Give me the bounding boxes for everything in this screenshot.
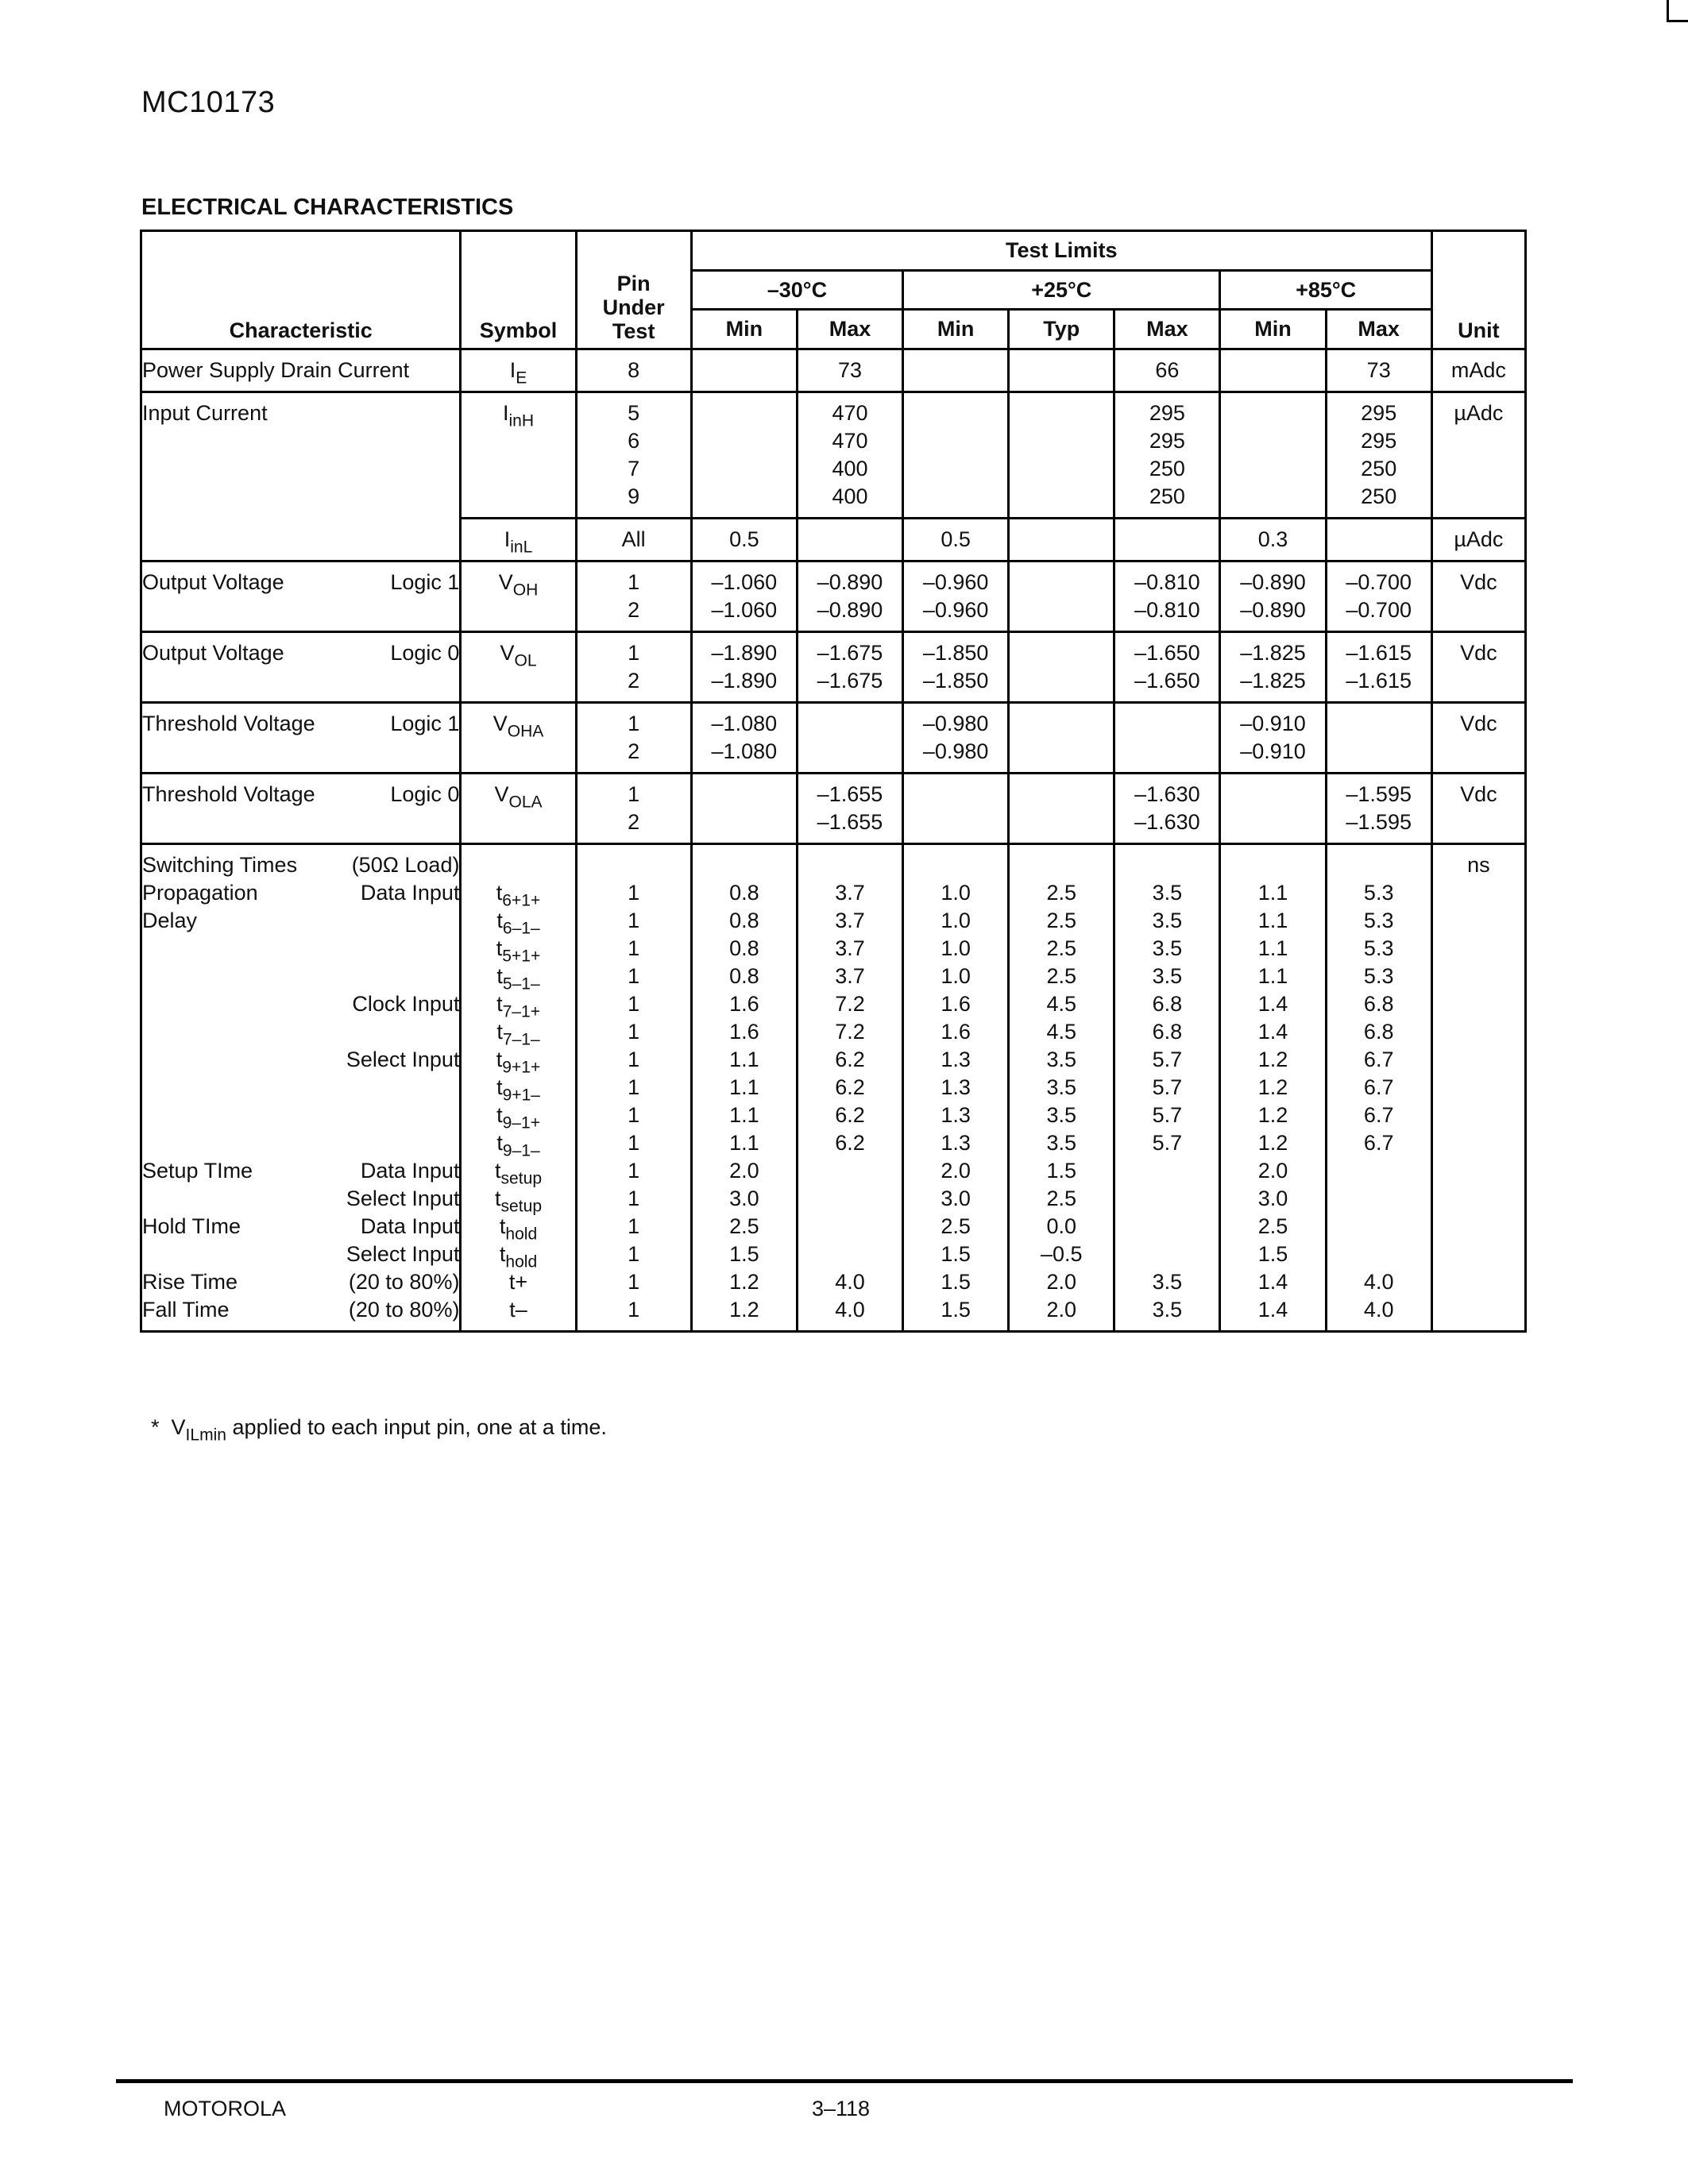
pin-cell: 1 2	[576, 703, 691, 774]
page-corner-mark	[1667, 0, 1688, 22]
header-temp-minus-30: –30°C	[691, 271, 902, 310]
symbol-cell: $I_{inH}$	[461, 392, 576, 519]
unit-cell: Vdc	[1431, 632, 1525, 703]
table-row	[141, 561, 1526, 632]
value-cell: –1.630 –1.630	[1114, 774, 1220, 844]
characteristic-cell: Switching Times (50Ω Load) Propagation Data Input Delay Clock Input Select Input Setup TIme Data Input Select Input Hold TIme Data Input Select Input Rise Time (20 to 80%) Fall Time (20 to 80%)	[141, 844, 461, 1332]
header-unit: Unit	[1431, 231, 1525, 349]
symbol-cell: $I_E$	[461, 349, 576, 392]
header-characteristic: Characteristic	[141, 231, 461, 349]
symbol-cell: $V_{OH}$	[461, 561, 576, 632]
pin-cell: 8	[576, 349, 691, 392]
table-row	[141, 349, 1526, 392]
header-test-limits: Test Limits	[691, 231, 1431, 271]
value-cell: –1.595 –1.595	[1326, 774, 1431, 844]
unit-cell: ns	[1431, 844, 1525, 1332]
characteristic-cell: Threshold Voltage Logic 1	[141, 703, 461, 774]
value-cell: –0.980 –0.980	[903, 703, 1009, 774]
table-row	[141, 392, 1526, 519]
value-cell: 1.1 1.1 1.1 1.1 1.4 1.4 1.2 1.2 1.2 1.2 2.0 3.0 2.5 1.5 1.4 1.4	[1220, 844, 1326, 1332]
characteristic-cell: Power Supply Drain Current	[141, 349, 461, 392]
value-cell: –0.910 –0.910	[1220, 703, 1326, 774]
value-cell: –1.060 –1.060	[691, 561, 797, 632]
value-cell: –1.080 –1.080	[691, 703, 797, 774]
header-max: Max	[797, 310, 902, 349]
value-cell: –0.890 –0.890	[797, 561, 902, 632]
value-cell: 73	[1326, 349, 1431, 392]
value-cell: 295 295 250 250	[1326, 392, 1431, 519]
value-cell: –0.810 –0.810	[1114, 561, 1220, 632]
page-number: 3–118	[812, 2097, 871, 2120]
symbol-cell: $t_{6+1+}$ $t_{6-1-}$ $t_{5+1+}$ $t_{5-1-}$ $t_{7-1+}$ $t_{7-1-}$ $t_{9+1+}$ $t_{9+1-}$ $t_{9-1+}$ $t_{9-1-}$ $t_{setup}$ $t_{setup}$ $t_{hold}$ $t_{hold}$ t+ t–	[461, 844, 576, 1332]
value-cell: 73	[797, 349, 902, 392]
unit-cell: µAdc	[1431, 519, 1525, 561]
header-typ: Typ	[1009, 310, 1114, 349]
value-cell: –1.825 –1.825	[1220, 632, 1326, 703]
unit-cell: Vdc	[1431, 774, 1525, 844]
header-min: Min	[903, 310, 1009, 349]
pin-cell: All	[576, 519, 691, 561]
value-cell: –1.650 –1.650	[1114, 632, 1220, 703]
header-temp-plus-85: +85°C	[1220, 271, 1431, 310]
value-cell: 0.5	[903, 519, 1009, 561]
header-symbol: Symbol	[461, 231, 576, 349]
symbol-cell: $V_{OHA}$	[461, 703, 576, 774]
symbol-cell: $V_{OL}$	[461, 632, 576, 703]
footnote: * $V_{ILmin}$ applied to each input pin, one at a time.	[151, 1415, 607, 1445]
table-row	[141, 632, 1526, 703]
unit-cell: Vdc	[1431, 703, 1525, 774]
header-min: Min	[1220, 310, 1326, 349]
pin-cell: 1 2	[576, 632, 691, 703]
characteristic-cell: Output Voltage Logic 0	[141, 632, 461, 703]
value-cell: 0.3	[1220, 519, 1326, 561]
table-row	[141, 774, 1526, 844]
header-temp-plus-25: +25°C	[903, 271, 1220, 310]
value-cell: 295 295 250 250	[1114, 392, 1220, 519]
electrical-characteristics-table	[140, 230, 1527, 1333]
value-cell: –1.675 –1.675	[797, 632, 902, 703]
value-cell: –1.850 –1.850	[903, 632, 1009, 703]
characteristic-cell: Output Voltage Logic 1	[141, 561, 461, 632]
characteristic-cell: Threshold Voltage Logic 0	[141, 774, 461, 844]
symbol-cell: $V_{OLA}$	[461, 774, 576, 844]
value-cell: 3.7 3.7 3.7 3.7 7.2 7.2 6.2 6.2 6.2 6.2 4.0 4.0	[797, 844, 902, 1332]
pin-cell: 5 6 7 9	[576, 392, 691, 519]
header-min: Min	[691, 310, 797, 349]
value-cell: –0.700 –0.700	[1326, 561, 1431, 632]
pin-cell: 1 1 1 1 1 1 1 1 1 1 1 1 1 1 1 1	[576, 844, 691, 1332]
part-number-title: MC10173	[141, 86, 276, 119]
value-cell: –1.615 –1.615	[1326, 632, 1431, 703]
characteristic-cell: Input Current	[141, 392, 461, 561]
unit-cell: mAdc	[1431, 349, 1525, 392]
value-cell: 5.3 5.3 5.3 5.3 6.8 6.8 6.7 6.7 6.7 6.7 4.0 4.0	[1326, 844, 1431, 1332]
section-title: ELECTRICAL CHARACTERISTICS	[141, 195, 514, 220]
value-cell: 470 470 400 400	[797, 392, 902, 519]
value-cell: 1.0 1.0 1.0 1.0 1.6 1.6 1.3 1.3 1.3 1.3 2.0 3.0 2.5 1.5 1.5 1.5	[903, 844, 1009, 1332]
pin-cell: 1 2	[576, 774, 691, 844]
value-cell: 2.5 2.5 2.5 2.5 4.5 4.5 3.5 3.5 3.5 3.5 1.5 2.5 0.0 –0.5 2.0 2.0	[1009, 844, 1114, 1332]
value-cell: –1.655 –1.655	[797, 774, 902, 844]
unit-cell: µAdc	[1431, 392, 1525, 519]
value-cell: –0.960 –0.960	[903, 561, 1009, 632]
header-max: Max	[1326, 310, 1431, 349]
value-cell: 0.8 0.8 0.8 0.8 1.6 1.6 1.1 1.1 1.1 1.1 2.0 3.0 2.5 1.5 1.2 1.2	[691, 844, 797, 1332]
header-max: Max	[1114, 310, 1220, 349]
symbol-cell: $I_{inL}$	[461, 519, 576, 561]
value-cell: –0.890 –0.890	[1220, 561, 1326, 632]
footer-divider	[116, 2079, 1573, 2083]
header-pin-under-test: Pin Under Test	[576, 231, 691, 349]
value-cell: 3.5 3.5 3.5 3.5 6.8 6.8 5.7 5.7 5.7 5.7 3.5 3.5	[1114, 844, 1220, 1332]
table-row	[141, 844, 1526, 1332]
value-cell: 0.5	[691, 519, 797, 561]
footer-brand: MOTOROLA	[164, 2097, 287, 2120]
table-row	[141, 703, 1526, 774]
value-cell: 66	[1114, 349, 1220, 392]
pin-cell: 1 2	[576, 561, 691, 632]
value-cell: –1.890 –1.890	[691, 632, 797, 703]
unit-cell: Vdc	[1431, 561, 1525, 632]
